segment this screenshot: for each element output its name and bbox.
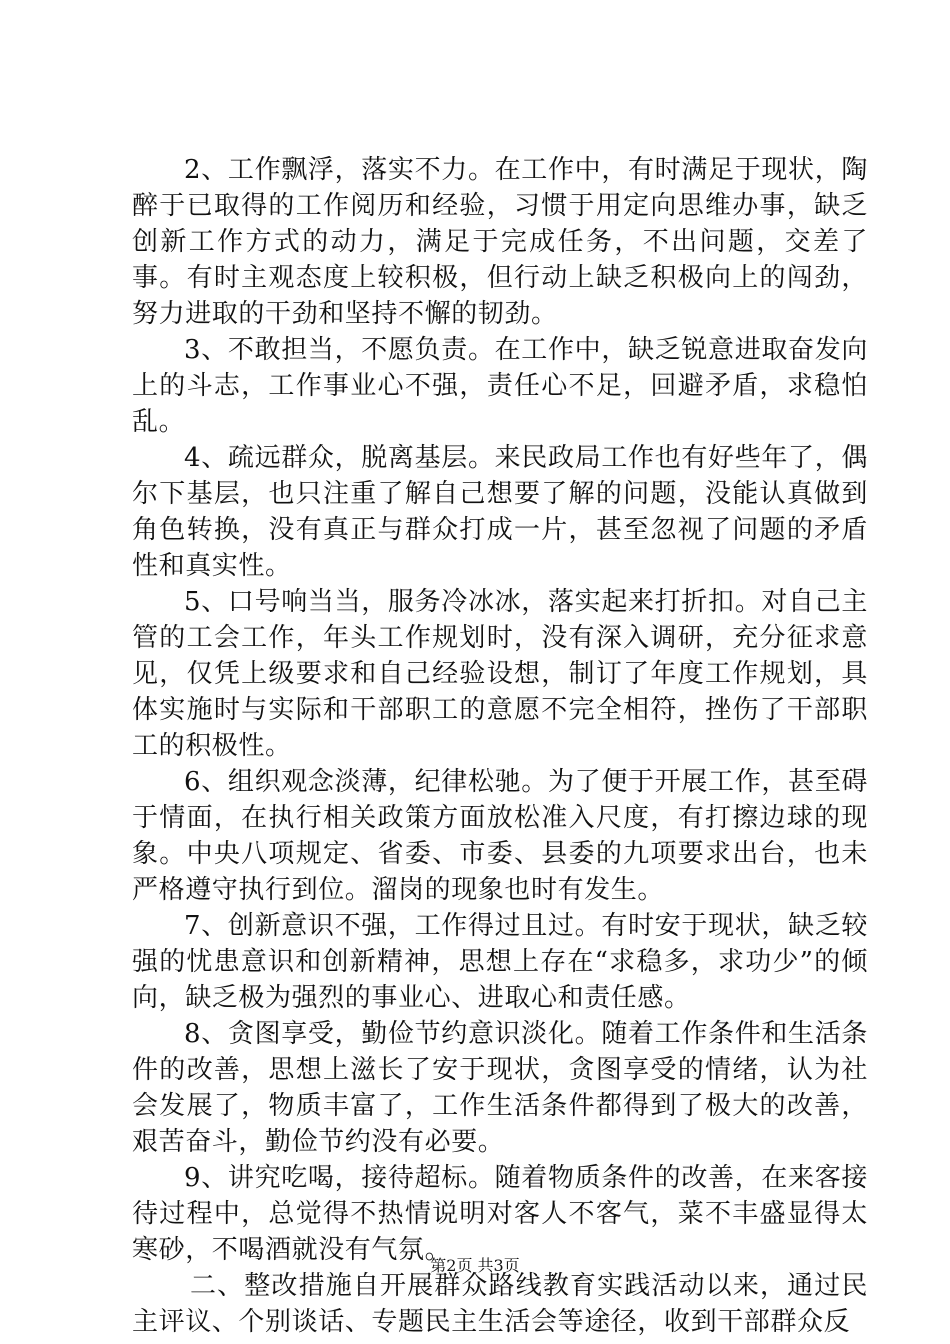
paragraph-item-3: 3、不敢担当，不愿负责。在工作中，缺乏锐意进取奋发向上的斗志，工作事业心不强，责任心不足，回避矛盾，求稳怕乱。 xyxy=(132,335,868,437)
page-footer xyxy=(0,1256,950,1276)
paragraph-item-7: 7、创新意识不强，工作得过且过。有时安于现状，缺乏较强的忧患意识和创新精神，思想上存在“求稳多，求功少”的倾向，缺乏极为强烈的事业心、进取心和责任感。 xyxy=(132,911,868,1013)
section-heading-rectification: 二、整改措施自开展群众路线教育实践活动以来，通过民主评议、个别谈话、专题民主生活会等途径，收到干部群众反 xyxy=(132,1271,868,1337)
paragraph-item-6: 6、组织观念淡薄，纪律松驰。为了便于开展工作，甚至碍于情面，在执行相关政策方面放松准入尺度，有打擦边球的现象。中央八项规定、省委、市委、县委的九项要求出台，也未严格遵守执行到位。溜岗的现象也时有发生。 xyxy=(132,767,868,905)
page-number-label: 第2页 共3页 xyxy=(430,1256,520,1275)
paragraph-item-9: 9、讲究吃喝，接待超标。随着物质条件的改善，在来客接待过程中，总觉得不热情说明对客人不客气，菜不丰盛显得太寒砂，不喝酒就没有气氛。 xyxy=(132,1163,868,1265)
paragraph-item-5: 5、口号响当当，服务冷冰冰，落实起来打折扣。对自己主管的工会工作，年头工作规划时，没有深入调研，充分征求意见，仅凭上级要求和自己经验设想，制订了年度工作规划，具体实施时与实际和干部职工的意愿不完全相符，挫伤了干部职工的积极性。 xyxy=(132,587,868,761)
document-body xyxy=(132,152,868,1340)
paragraph-item-8: 8、贪图享受，勤俭节约意识淡化。随着工作条件和生活条件的改善，思想上滋长了安于现状，贪图享受的情绪，认为社会发展了，物质丰富了，工作生活条件都得到了极大的改善，艰苦奋斗，勤俭节约没有必要。 xyxy=(132,1019,868,1157)
paragraph-item-4: 4、疏远群众，脱离基层。来民政局工作也有好些年了，偶尔下基层，也只注重了解自己想要了解的问题，没能认真做到角色转换，没有真正与群众打成一片，甚至忽视了问题的矛盾性和真实性。 xyxy=(132,443,868,581)
paragraph-item-2: 2、工作飘浮，落实不力。在工作中，有时满足于现状，陶醉于已取得的工作阅历和经验，习惯于用定向思维办事，缺乏创新工作方式的动力，满足于完成任务，不出问题，交差了事。有时主观态度上较积极，但行动上缺乏积极向上的闯劲，努力进取的干劲和坚持不懈的韧劲。 xyxy=(132,155,868,329)
